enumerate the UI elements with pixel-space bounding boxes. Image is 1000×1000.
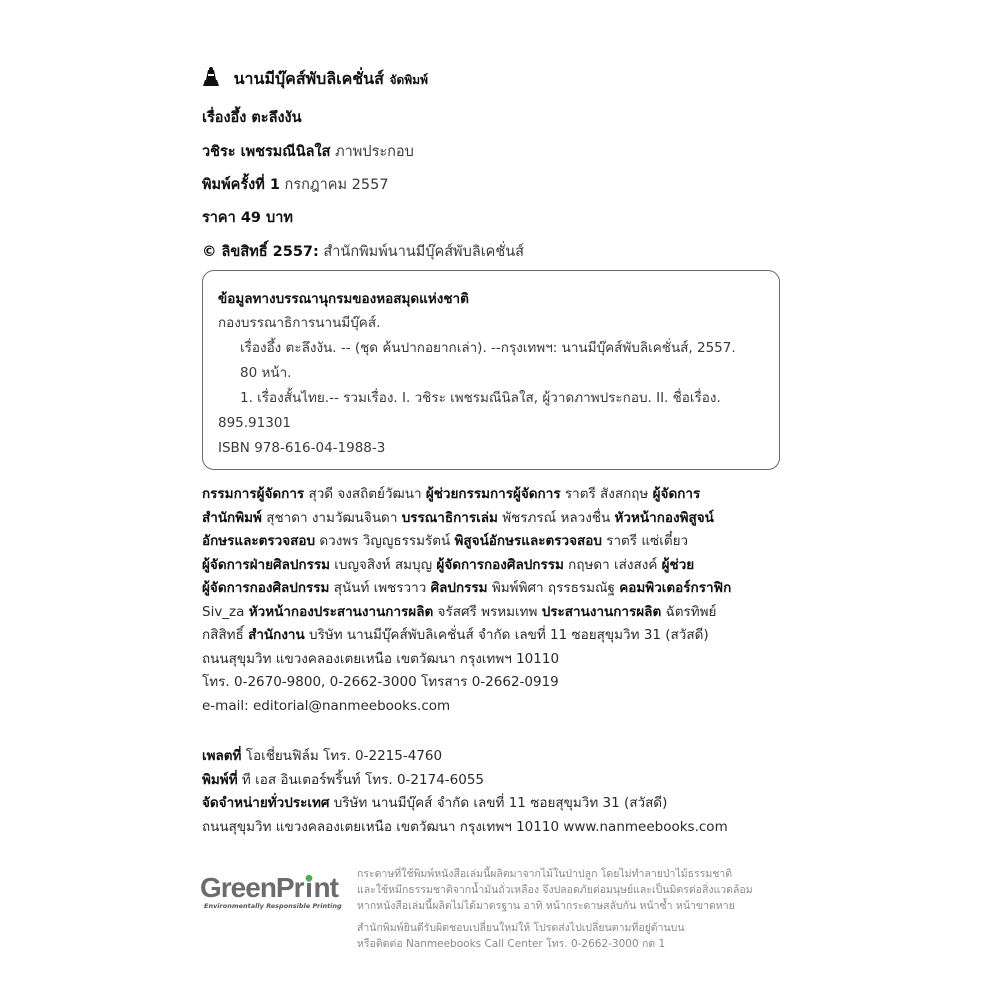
role-label: หัวหน้ากองประสานงานการผลิต: [248, 603, 434, 620]
greenprint-logo: [200, 872, 348, 910]
edition-date: กรกฎาคม 2557: [284, 177, 389, 193]
illustrator-name: วชิระ เพชรมณีนิลใส: [202, 144, 331, 160]
staff-row: [202, 507, 792, 531]
credit-text: ดวงพร วิญญูธรรมรัตน์: [315, 533, 455, 549]
staff-credits: [202, 483, 792, 718]
illustrator-line: [202, 142, 414, 162]
paper-note-line: หากหนังสือเล่มนี้ผลิตไม่ได้มาตรฐาน อาทิ หน้ากระดาษสลับกัน หน้าซ้ำ หน้าขาดหาย: [357, 900, 735, 912]
credit-text: บริษัท นานมีบุ๊คส์พับลิเคชั่นส์ จำกัด เลขที่ 11 ซอยสุขุมวิท 31 (สวัสดี): [304, 627, 709, 643]
role-label: ผู้จัดการฝ่ายศิลปกรรม: [202, 556, 330, 573]
cip-line: 895.91301: [218, 415, 292, 431]
credit-text: e-mail: editorial@nanmeebooks.com: [202, 697, 451, 714]
role-label: ผู้ช่วย: [661, 556, 695, 573]
staff-row: [202, 483, 792, 507]
role-label: เพลตที่: [202, 748, 242, 764]
paper-note-line: สำนักพิมพ์ยินดีรับผิดชอบเปลี่ยนใหม่ให้ โปรดส่งไปเปลี่ยนตามที่อยู่ด้านบน: [357, 922, 685, 934]
greenprint-word-a: GreenPr: [200, 872, 304, 903]
role-label: ประสานงานการผลิต: [541, 603, 662, 620]
credit-text: พัชรภรณ์ หลวงชื่น: [497, 509, 615, 526]
credit-text: ที เอส อินเตอร์พริ้นท์ โทร. 0-2174-6055: [237, 771, 485, 788]
greenprint-word-b: nt: [313, 872, 338, 903]
leaf-icon: [304, 882, 314, 901]
role-label: พิมพ์ที่: [202, 771, 238, 788]
copyright-line: [202, 242, 524, 262]
publisher-line: [200, 66, 428, 93]
nanmee-logo-icon: [200, 66, 222, 93]
credit-text: เบญจสิงห์ สมบุญ: [329, 556, 437, 573]
edition-line: [202, 175, 389, 195]
role-label: คอมพิวเตอร์กราฟิก: [619, 580, 732, 596]
publisher-name: นานมีบุ๊คส์พับลิเคชั่นส์: [233, 69, 384, 88]
credit-text: กฤษดา เส่งสงค์: [563, 556, 662, 573]
price: ราคา 49 บาท: [202, 210, 293, 226]
credit-text: ถนนสุขุมวิท แขวงคลองเตยเหนือ เขตวัฒนา กรุงเทพฯ 10110: [202, 650, 560, 667]
credit-text: โอเชี่ยนฟิล์ม โทร. 0-2215-4760: [241, 748, 443, 764]
publisher-role: จัดพิมพ์: [389, 73, 428, 87]
staff-row: [202, 554, 792, 578]
role-label: ศิลปกรรม: [430, 580, 488, 596]
cip-line: 80 หน้า.: [240, 365, 292, 381]
credit-text: กสิสิทธิ์: [202, 627, 249, 643]
role-label: จัดจำหน่ายทั่วประเทศ: [202, 795, 330, 811]
role-label: อักษรและตรวจสอบ: [202, 533, 316, 549]
staff-row: [202, 695, 792, 719]
credit-text: ถนนสุขุมวิท แขวงคลองเตยเหนือ เขตวัฒนา กรุงเทพฯ 10110 www.nanmeebooks.com: [202, 818, 728, 835]
staff-row: [202, 577, 792, 601]
credit-text: ราตรี สังสกฤษ: [560, 486, 653, 502]
credit-text: บริษัท นานมีบุ๊คส์ จำกัด เลขที่ 11 ซอยสุขุมวิท 31 (สวัสดี): [329, 795, 668, 811]
credit-text: ราตรี แซ่เตี๋ยว: [601, 533, 689, 549]
credit-text: สุวดี จงสถิตย์วัฒนา: [304, 486, 426, 502]
credit-text: โทร. 0-2670-9800, 0-2662-3000 โทรสาร 0-2662-0919: [202, 674, 559, 690]
production-row: [202, 769, 792, 793]
copyright-owner: สำนักพิมพ์นานมีบุ๊คส์พับลิเคชั่นส์: [323, 244, 524, 260]
production-row: [202, 792, 792, 816]
production-row: [202, 816, 792, 840]
role-label: สำนักพิมพ์: [202, 509, 262, 526]
staff-row: [202, 601, 792, 625]
edition-label: พิมพ์ครั้งที่ 1: [202, 177, 280, 193]
credit-text: พิมพ์พิศา ฤรรธรมณัฐ: [487, 580, 620, 596]
staff-row: [202, 624, 792, 648]
role-label: บรรณาธิการเล่ม: [401, 509, 498, 526]
cip-isbn: ISBN 978-616-04-1988-3: [218, 440, 386, 456]
cip-line: กองบรรณาธิการนานมีบุ๊คส์.: [218, 315, 381, 331]
role-label: ผู้จัดการกองศิลปกรรม: [436, 556, 564, 573]
greenprint-tagline: Environmentally Responsible Printing: [204, 902, 342, 910]
role-label: ผู้ช่วยกรรมการผู้จัดการ: [425, 486, 561, 502]
paper-note-line: กระดาษที่ใช้พิมพ์หนังสือเล่มนี้ผลิตมาจากไม้ในป่าปลูก โดยไม่ทำลายป่าไม้ธรรมชาติ: [357, 868, 733, 880]
paper-note-line: หรือติดต่อ Nanmeebooks Call Center โทร. 0-2662-3000 กด 1: [357, 938, 666, 950]
credit-text: สุชาดา งามวัฒนจินดา: [261, 509, 402, 526]
production-credits: [202, 745, 792, 839]
paper-note-line: และใช้หมึกธรรมชาติจากน้ำมันถั่วเหลือง จึงปลอดภัยต่อมนุษย์และเป็นมิตรต่อสิ่งแวดล้อม: [357, 884, 753, 896]
credit-text: จรัสศรี พรหมเทพ: [433, 603, 542, 620]
staff-row: [202, 648, 792, 672]
role-label: ผู้จัดการกองศิลปกรรม: [202, 580, 330, 596]
book-title: เรื่องอึ้ง ตะลึงงัน: [202, 110, 302, 126]
credit-text: สุนันท์ เพชรวาว: [329, 580, 431, 596]
cip-heading: ข้อมูลทางบรรณานุกรมของหอสมุดแห่งชาติ: [218, 291, 469, 307]
cip-line: เรื่องอึ้ง ตะลึงงัน. -- (ชุด ค้นปากอยากเล่า). --กรุงเทพฯ: นานมีบุ๊คส์พับลิเคชั่นส์, 2557.: [240, 340, 736, 356]
production-row: [202, 745, 792, 769]
credit-text: ฉัตรทิพย์: [661, 603, 717, 620]
role-label: กรรมการผู้จัดการ: [202, 486, 305, 502]
role-label: สำนักงาน: [248, 627, 305, 643]
illustrator-role: ภาพประกอบ: [335, 144, 414, 160]
role-label: ผู้จัดการ: [652, 486, 701, 502]
cip-line: 1. เรื่องสั้นไทย.-- รวมเรื่อง. I. วชิระ เพชรมณีนิลใส, ผู้วาดภาพประกอบ. II. ชื่อเรื่อง.: [240, 390, 721, 406]
role-label: พิสูจน์อักษรและตรวจสอบ: [454, 533, 602, 549]
staff-row: [202, 671, 792, 695]
credit-text: Siv_za: [202, 603, 249, 620]
role-label: หัวหน้ากองพิสูจน์: [614, 509, 714, 526]
staff-row: [202, 530, 792, 554]
copyright-label: © ลิขสิทธิ์ 2557:: [202, 244, 319, 260]
